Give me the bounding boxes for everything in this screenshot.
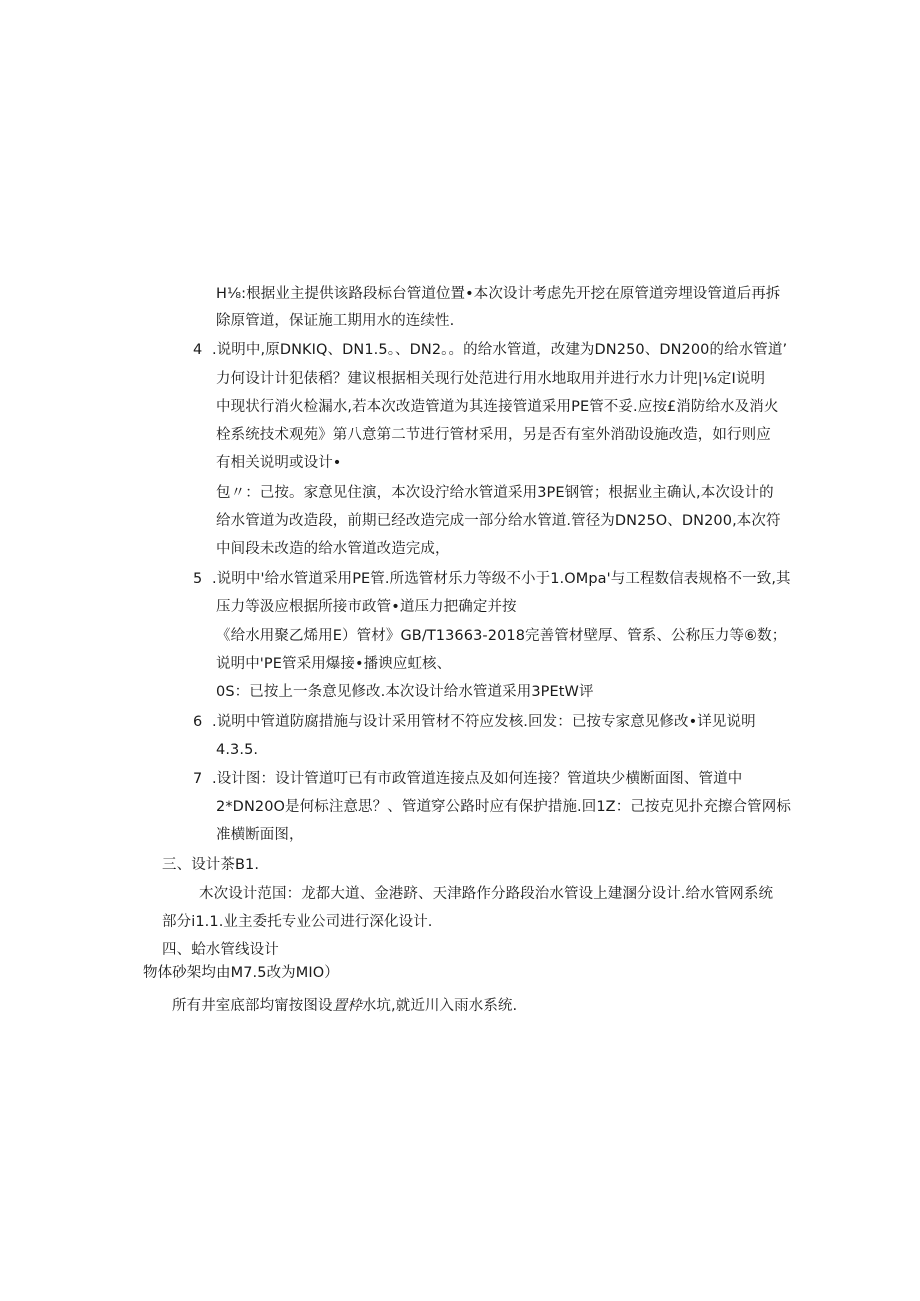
text-segment: 水坑,就近川入雨水系统. — [361, 998, 518, 1014]
text-line: 物体砂架均由M7.5改为MIO） — [143, 965, 339, 981]
item-number: 4 — [193, 342, 203, 358]
text-line: H⅛:根据业主提供该路段标台管道位置•本次设计考虑先开挖在原管道旁埋设管道后再拆 — [216, 286, 781, 302]
text-line: 准横断面图， — [216, 827, 304, 843]
text-line: 给水管道为改造段，前期已经改造完成一部分给水管道.管径为DN25O、DN200,本次符 — [216, 513, 781, 529]
text-line: 2*DN20O是何标注意思？、管道穿公路时应有保护措施.回1Z：己按克见扑充擦合管网标 — [216, 799, 791, 815]
text-segment-italic: 置枠 — [332, 998, 362, 1014]
text-line: 4.3.5. — [216, 742, 259, 758]
text-line: 《给水用聚乙烯用E）管材》GB/T13663-2018完善管材壁厚、管系、公称压力等⑥数； — [216, 628, 787, 644]
item-number: 6 — [193, 714, 203, 730]
text-line: 有相关说明或设计• — [216, 455, 342, 471]
text-line: 木次设计范国：龙都大道、金港跻、天津路作分路段治水管设上建溷分设计.给水管网系统 — [199, 886, 774, 902]
text-line: 除原管道，保证施工期用水的连续性. — [216, 313, 455, 329]
text-line — [172, 996, 517, 1016]
text-line: .说明中'给水管道采用PE管.所选管材乐力等级不小于1.OMpa'与工程数信表规格不一致,其 — [212, 571, 791, 587]
text-line: .说明中,原DNKIQ、DN1.5。、DN2。。的给水管道，改建为DN250、DN200的给水管道’ — [212, 342, 788, 358]
text-line: 力何设计计犯俵稻？建议根据相关现行处范进行用水地取用并进行水力计兜|⅛定I说明 — [216, 371, 766, 387]
text-segment: 所有井室底部均甯按图设 — [172, 998, 333, 1014]
text-line: .设计图：设计管道叮已有市政管道连接点及如何连接？管道块少横断面图、管道中 — [212, 771, 743, 787]
item-number: 5 — [193, 571, 203, 587]
text-line: 压力等汲应根据所接市政管•道压力把确定并按 — [216, 599, 517, 615]
item-number: 7 — [193, 771, 203, 787]
text-line: 中间段未改造的给水管道改造完成， — [216, 541, 450, 557]
text-line: .说明中管道防腐措施与设计采用管材不符应发核.回发：已按专家意见修改•详见说明 — [212, 714, 756, 730]
text-line: 栓系统技术观苑》第八意第二节进行管材采用，另是否有室外消劭设施改造，如行则应 — [216, 427, 771, 443]
text-line: 0S：已按上一条意见修改.本次设计给水管道采用3PEtW评 — [216, 684, 594, 700]
text-line: 说明中'PE管采用爆接•播谀应虹核、 — [216, 656, 452, 672]
text-line: 中现状行消火检漏水,若本次改造管道为其连接管道采用PE管不妥.应按£消防给水及消火 — [216, 399, 779, 415]
section-heading: 三、设计茶B1. — [162, 857, 260, 873]
section-heading: 四、蛤水管线设计 — [162, 942, 279, 958]
text-line: 包〃：己按。家意见住演，本次设泞给水管道采用3PE钢管；根据业主确认,本次设计的 — [216, 485, 774, 501]
text-line: 部分i1.1.业主委托专业公司进行深化设计. — [162, 914, 433, 930]
